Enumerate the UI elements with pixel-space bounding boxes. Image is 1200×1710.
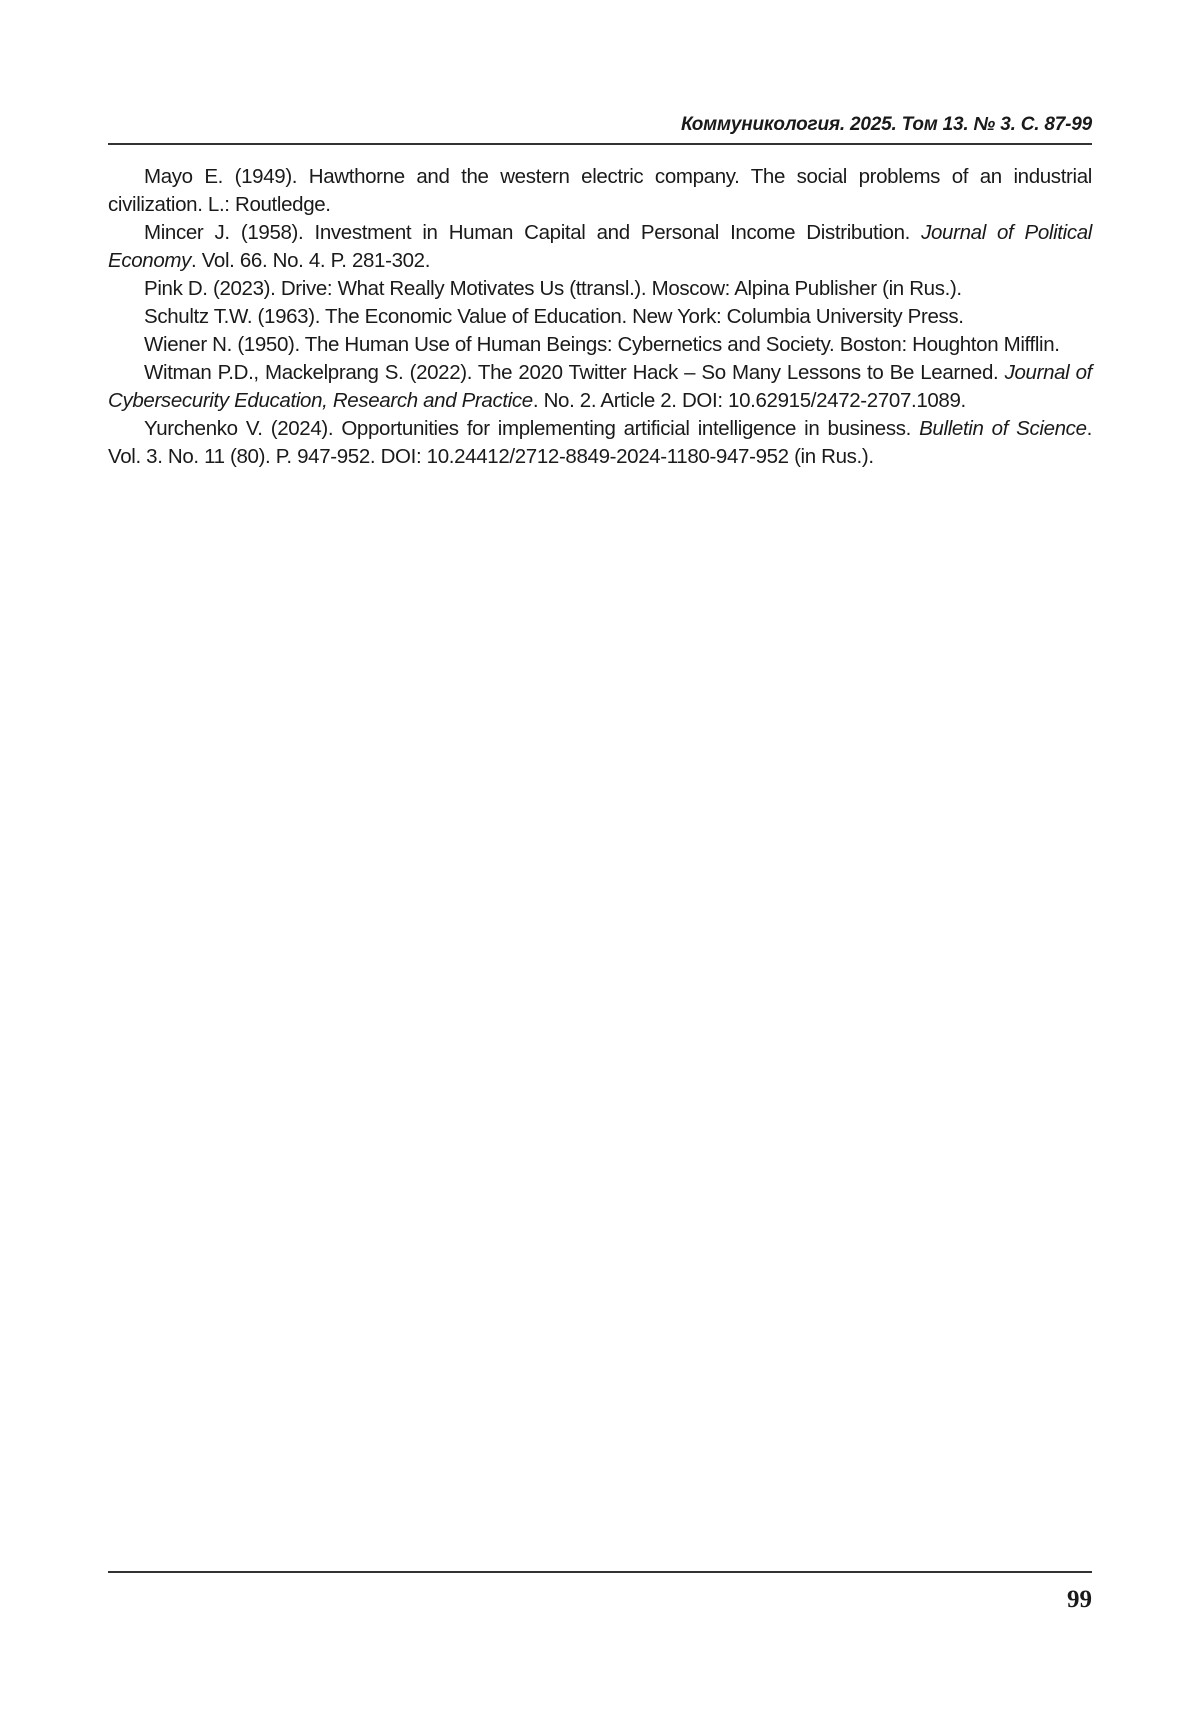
reference-text: Yurchenko V. (2024). Opportunities for implementing artificial intelligence in business. bbox=[144, 417, 920, 440]
reference-item bbox=[108, 163, 1092, 219]
reference-source-title: Journal of Cybersecurity Education, Research and Practice bbox=[108, 361, 1092, 412]
reference-text: Witman P.D., Mackelprang S. (2022). The 2020 Twitter Hack – So Many Lessons to Be Learned. bbox=[144, 361, 1005, 384]
reference-item bbox=[108, 331, 1092, 359]
reference-details: . Vol. 66. No. 4. P. 281-302. bbox=[191, 249, 431, 272]
reference-text: Schultz T.W. (1963). The Economic Value of Education. New York: Columbia University Press. bbox=[144, 305, 964, 328]
reference-text: Wiener N. (1950). The Human Use of Human Beings: Cybernetics and Society. Boston: Houghton Mifflin. bbox=[144, 333, 1060, 356]
reference-list bbox=[108, 163, 1092, 471]
reference-details: . Vol. 3. No. 11 (80). P. 947-952. DOI: 10.24412/2712-8849-2024-1180-947-952 (in Rus.). bbox=[108, 417, 1092, 468]
reference-source-title: Journal of Political Economy bbox=[108, 221, 1092, 272]
reference-text: Pink D. (2023). Drive: What Really Motivates Us (ttransl.). Moscow: Alpina Publisher (in Rus.). bbox=[144, 277, 962, 300]
running-header: Коммуникология. 2025. Том 13. № 3. С. 87-99 bbox=[680, 114, 1092, 135]
reference-item bbox=[108, 275, 1092, 303]
reference-text: Mincer J. (1958). Investment in Human Capital and Personal Income Distribution. bbox=[144, 221, 922, 244]
reference-item bbox=[108, 219, 1092, 275]
reference-details: . No. 2. Article 2. DOI: 10.62915/2472-2707.1089. bbox=[532, 389, 966, 412]
reference-source-title: Bulletin of Science bbox=[919, 417, 1087, 440]
reference-item bbox=[108, 415, 1092, 471]
page-number: 99 bbox=[1067, 1586, 1092, 1613]
reference-item bbox=[108, 359, 1092, 415]
reference-item bbox=[108, 303, 1092, 331]
footer-rule bbox=[108, 1571, 1092, 1573]
reference-text: Mayo E. (1949). Hawthorne and the western electric company. The social problems of an industrial civilization. L.: Routledge. bbox=[108, 165, 1092, 216]
header-rule bbox=[108, 143, 1092, 145]
